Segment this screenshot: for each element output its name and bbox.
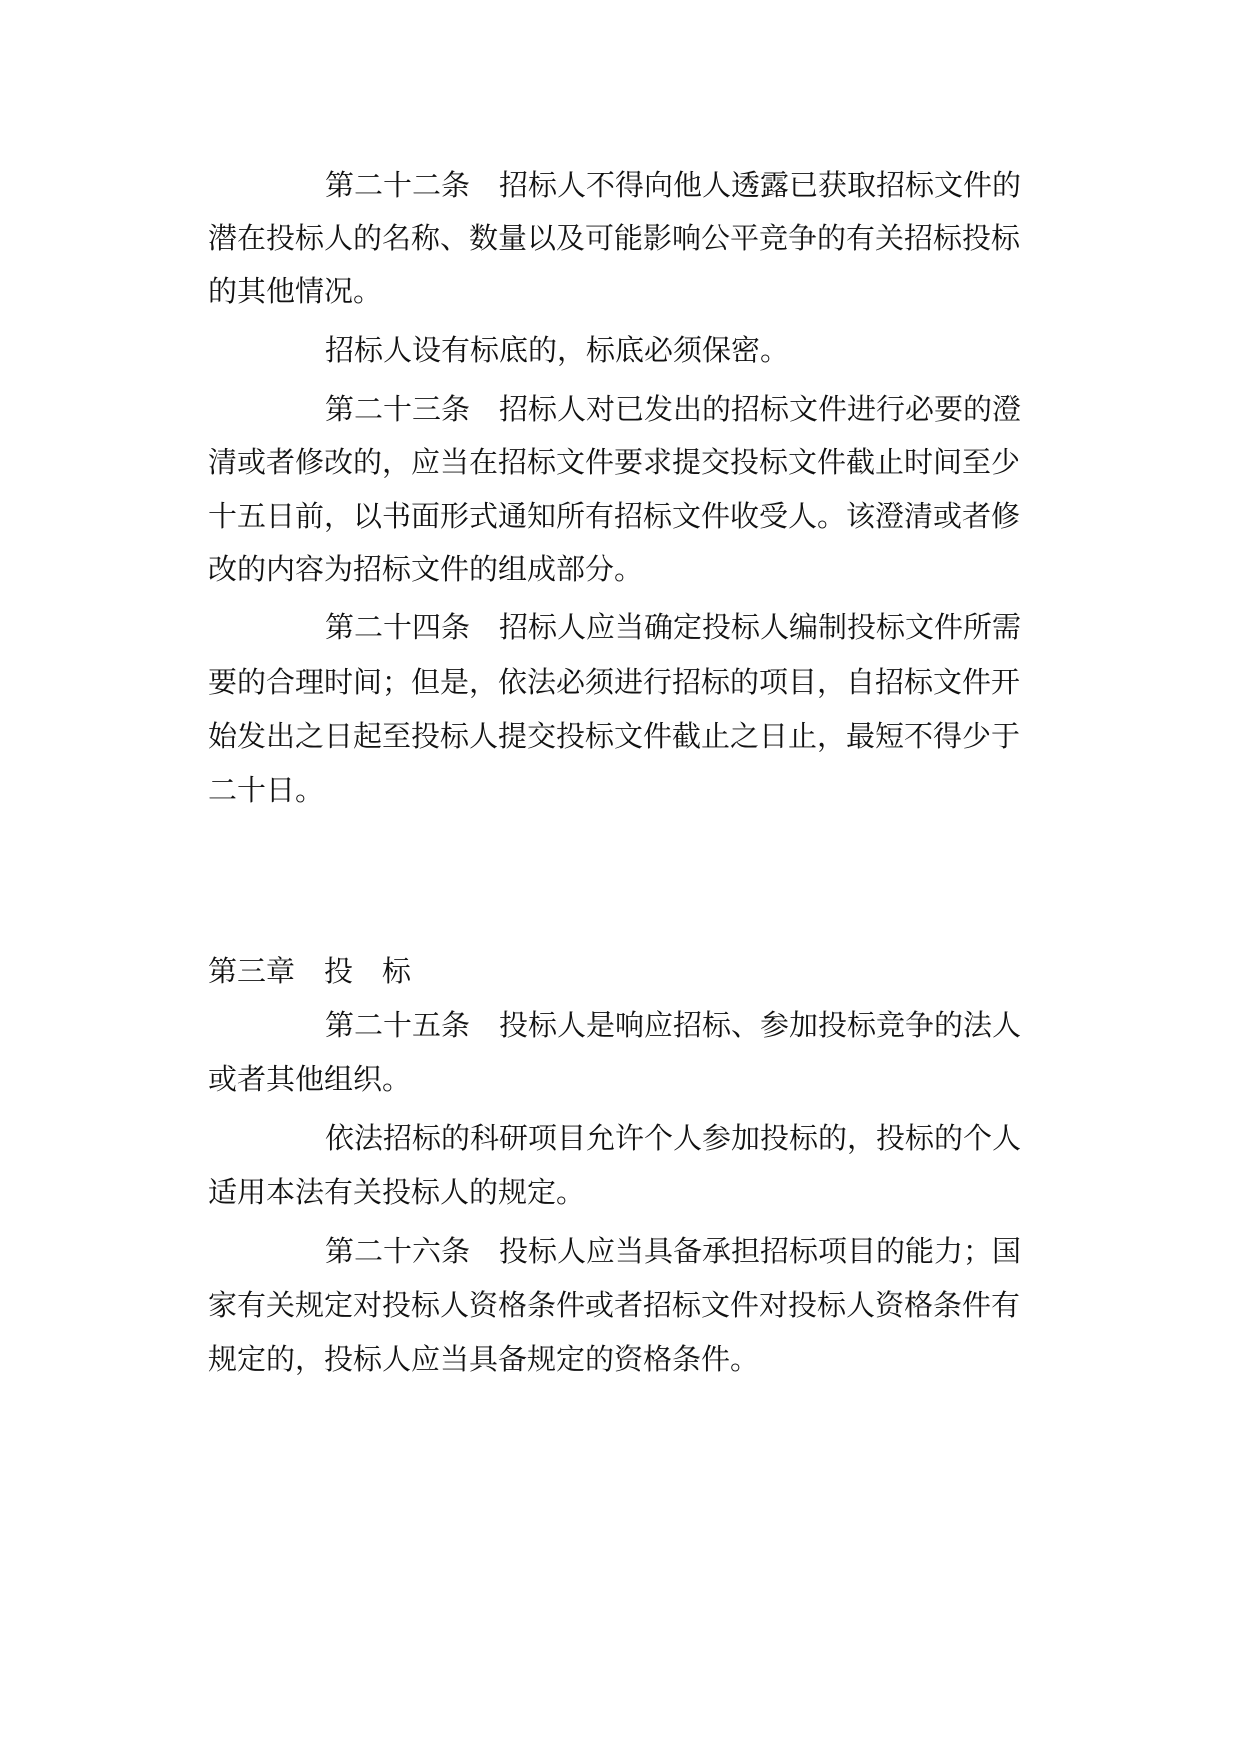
article-24-line-2: 要的合理时间；但是，依法必须进行招标的项目，自招标文件开 — [208, 665, 1021, 699]
article-22-line-2: 潜在投标人的名称、数量以及可能影响公平竞争的有关招标投标 — [208, 221, 1021, 255]
article-25-line-1: 第二十五条 投标人是响应招标、参加投标竞争的法人 — [325, 1008, 1022, 1042]
article-22-paragraph-2: 招标人设有标底的，标底必须保密。 — [325, 333, 790, 367]
article-26-line-3: 规定的，投标人应当具备规定的资格条件。 — [208, 1342, 760, 1376]
article-23-line-4: 改的内容为招标文件的组成部分。 — [208, 552, 644, 586]
article-25-line-2: 或者其他组织。 — [208, 1062, 412, 1096]
chapter-3-heading: 第三章 投 标 — [208, 954, 412, 988]
article-26-line-2: 家有关规定对投标人资格条件或者招标文件对投标人资格条件有 — [208, 1288, 1021, 1322]
article-25-paragraph-2-line-1: 依法招标的科研项目允许个人参加投标的，投标的个人 — [325, 1121, 1022, 1155]
article-24-line-3: 始发出之日起至投标人提交投标文件截止之日止，最短不得少于 — [208, 719, 1021, 753]
article-26-line-1: 第二十六条 投标人应当具备承担招标项目的能力；国 — [325, 1234, 1022, 1268]
article-22-line-3: 的其他情况。 — [208, 274, 383, 308]
article-23-line-2: 清或者修改的，应当在招标文件要求提交投标文件截止时间至少 — [208, 445, 1021, 479]
article-25-paragraph-2-line-2: 适用本法有关投标人的规定。 — [208, 1175, 586, 1209]
article-24-line-1: 第二十四条 招标人应当确定投标人编制投标文件所需 — [325, 610, 1022, 644]
article-24-line-4: 二十日。 — [208, 773, 325, 807]
article-23-line-3: 十五日前，以书面形式通知所有招标文件收受人。该澄清或者修 — [208, 499, 1021, 533]
article-22-line-1: 第二十二条 招标人不得向他人透露已获取招标文件的 — [325, 168, 1022, 202]
article-23-line-1: 第二十三条 招标人对已发出的招标文件进行必要的澄 — [325, 392, 1022, 426]
